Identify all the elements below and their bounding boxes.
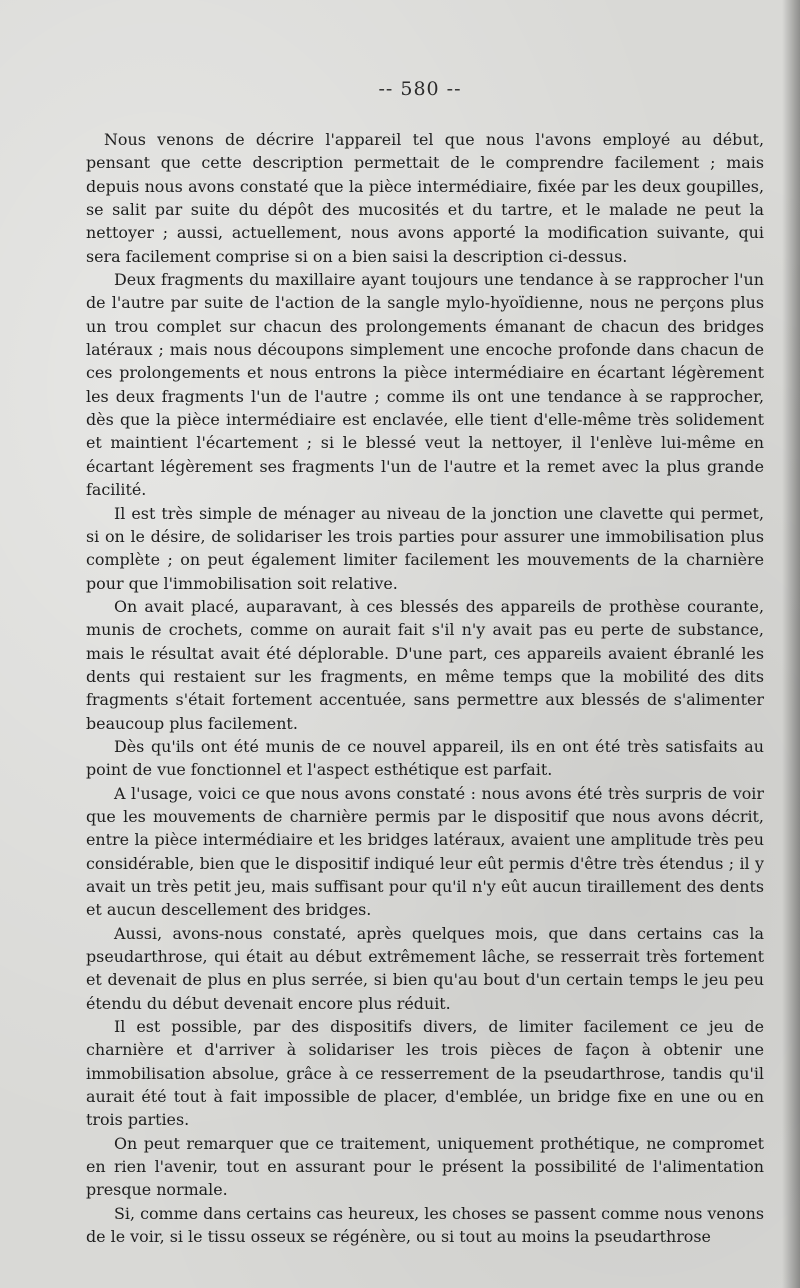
paragraph-7: Aussi, avons-nous constaté, après quelques mois, que dans certains cas la pseudarthrose, qui était au début extrêmement lâche, se resserrait très fortement et devenait de plus en plus serrée, si bien qu'au bout d'un certain temps le jeu peu étendu du début devenait encore plus réduit. [86,923,764,1013]
paragraph-8: Il est possible, par des dispositifs divers, de limiter facilement ce jeu de charnière et d'arriver à solidariser les trois pièces de façon à obtenir une immobilisation absolue, grâce à ce resserrement de la pseudarthrose, tandis qu'il aurait été tout à fait impossible de placer, d'emblée, un bridge fixe en une ou en trois parties. [86,1017,764,1130]
paragraph-4: On avait placé, auparavant, à ces blessés des appareils de prothèse courante, munis de crochets, comme on aurait fait s'il n'y avait pas eu perte de substance, mais le résultat avait été déplorable. D'une part, ces appareils avaient ébranlé les dents qui restaient sur les fragments, en même temps que la mobilité des dits fragments s'était fortement accentuée, sans permettre aux blessés de s'alimenter beaucoup plus facilement. [86,596,764,733]
page-edge-shadow [782,0,800,1288]
paragraph-6: A l'usage, voici ce que nous avons constaté : nous avons été très surpris de voir que les mouvements de charnière permis par le dispositif que nous avons décrit, entre la pièce intermédiaire et les bridges latéraux, avaient une amplitude très peu considérable, bien que le dispositif indiqué leur eût permis d'être très étendus ; il y avait un très petit jeu, mais suffisant pour qu'il n'y eût aucun tiraillement des dents et aucun descellement des bridges. [86,783,764,920]
paragraph-1: Nous venons de décrire l'appareil tel que nous l'avons employé au début, pensant que cette description permettait de le comprendre facilement ; mais depuis nous avons constaté que la pièce intermédiaire, fixée par les deux goupilles, se salit par suite du dépôt des mucosités et du tartre, et le malade ne peut la nettoyer ; aussi, actuellement, nous avons apporté la modification suivante, qui sera facilement comprise si on a bien saisi la description ci-dessus. [86,130,764,266]
paragraph-5: Dès qu'ils ont été munis de ce nouvel appareil, ils en ont été très satisfaits au point de vue fonctionnel et l'aspect esthétique est parfait. [86,736,764,780]
paragraph-10: Si, comme dans certains cas heureux, les choses se passent comme nous venons de le voir, si le tissu osseux se régénère, ou si tout au moins la pseudarthrose [86,1203,764,1247]
body-text [86,128,764,1249]
paragraph-2: Deux fragments du maxillaire ayant toujours une tendance à se rapprocher l'un de l'autre par suite de l'action de la sangle mylo-hyoïdienne, nous ne perçons plus un trou complet sur chacun des prolongements émanant de chacun des bridges latéraux ; mais nous découpons simplement une encoche profonde dans chacun de ces prolongements et nous entrons la pièce intermédiaire en écartant légèrement les deux fragments l'un de l'autre ; comme ils ont une tendance à se rapprocher, dès que la pièce intermédiaire est enclavée, elle tient d'elle-même très solidement et maintient l'écartement ; si le blessé veut la nettoyer, il l'enlève lui-même en écartant légèrement ses fragments l'un de l'autre et la remet avec la plus grande facilité. [86,270,764,500]
paragraph-9: On peut remarquer que ce traitement, uniquement prothétique, ne compromet en rien l'avenir, tout en assurant pour le présent la possibilité de l'alimentation presque normale. [86,1133,764,1200]
page-number: -- 580 -- [378,78,462,100]
paragraph-3: Il est très simple de ménager au niveau de la jonction une clavette qui permet, si on le désire, de solidariser les trois parties pour assurer une immobilisation plus complète ; on peut également limiter facilement les mouvements de la charnière pour que l'immobilisation soit relative. [86,503,764,593]
